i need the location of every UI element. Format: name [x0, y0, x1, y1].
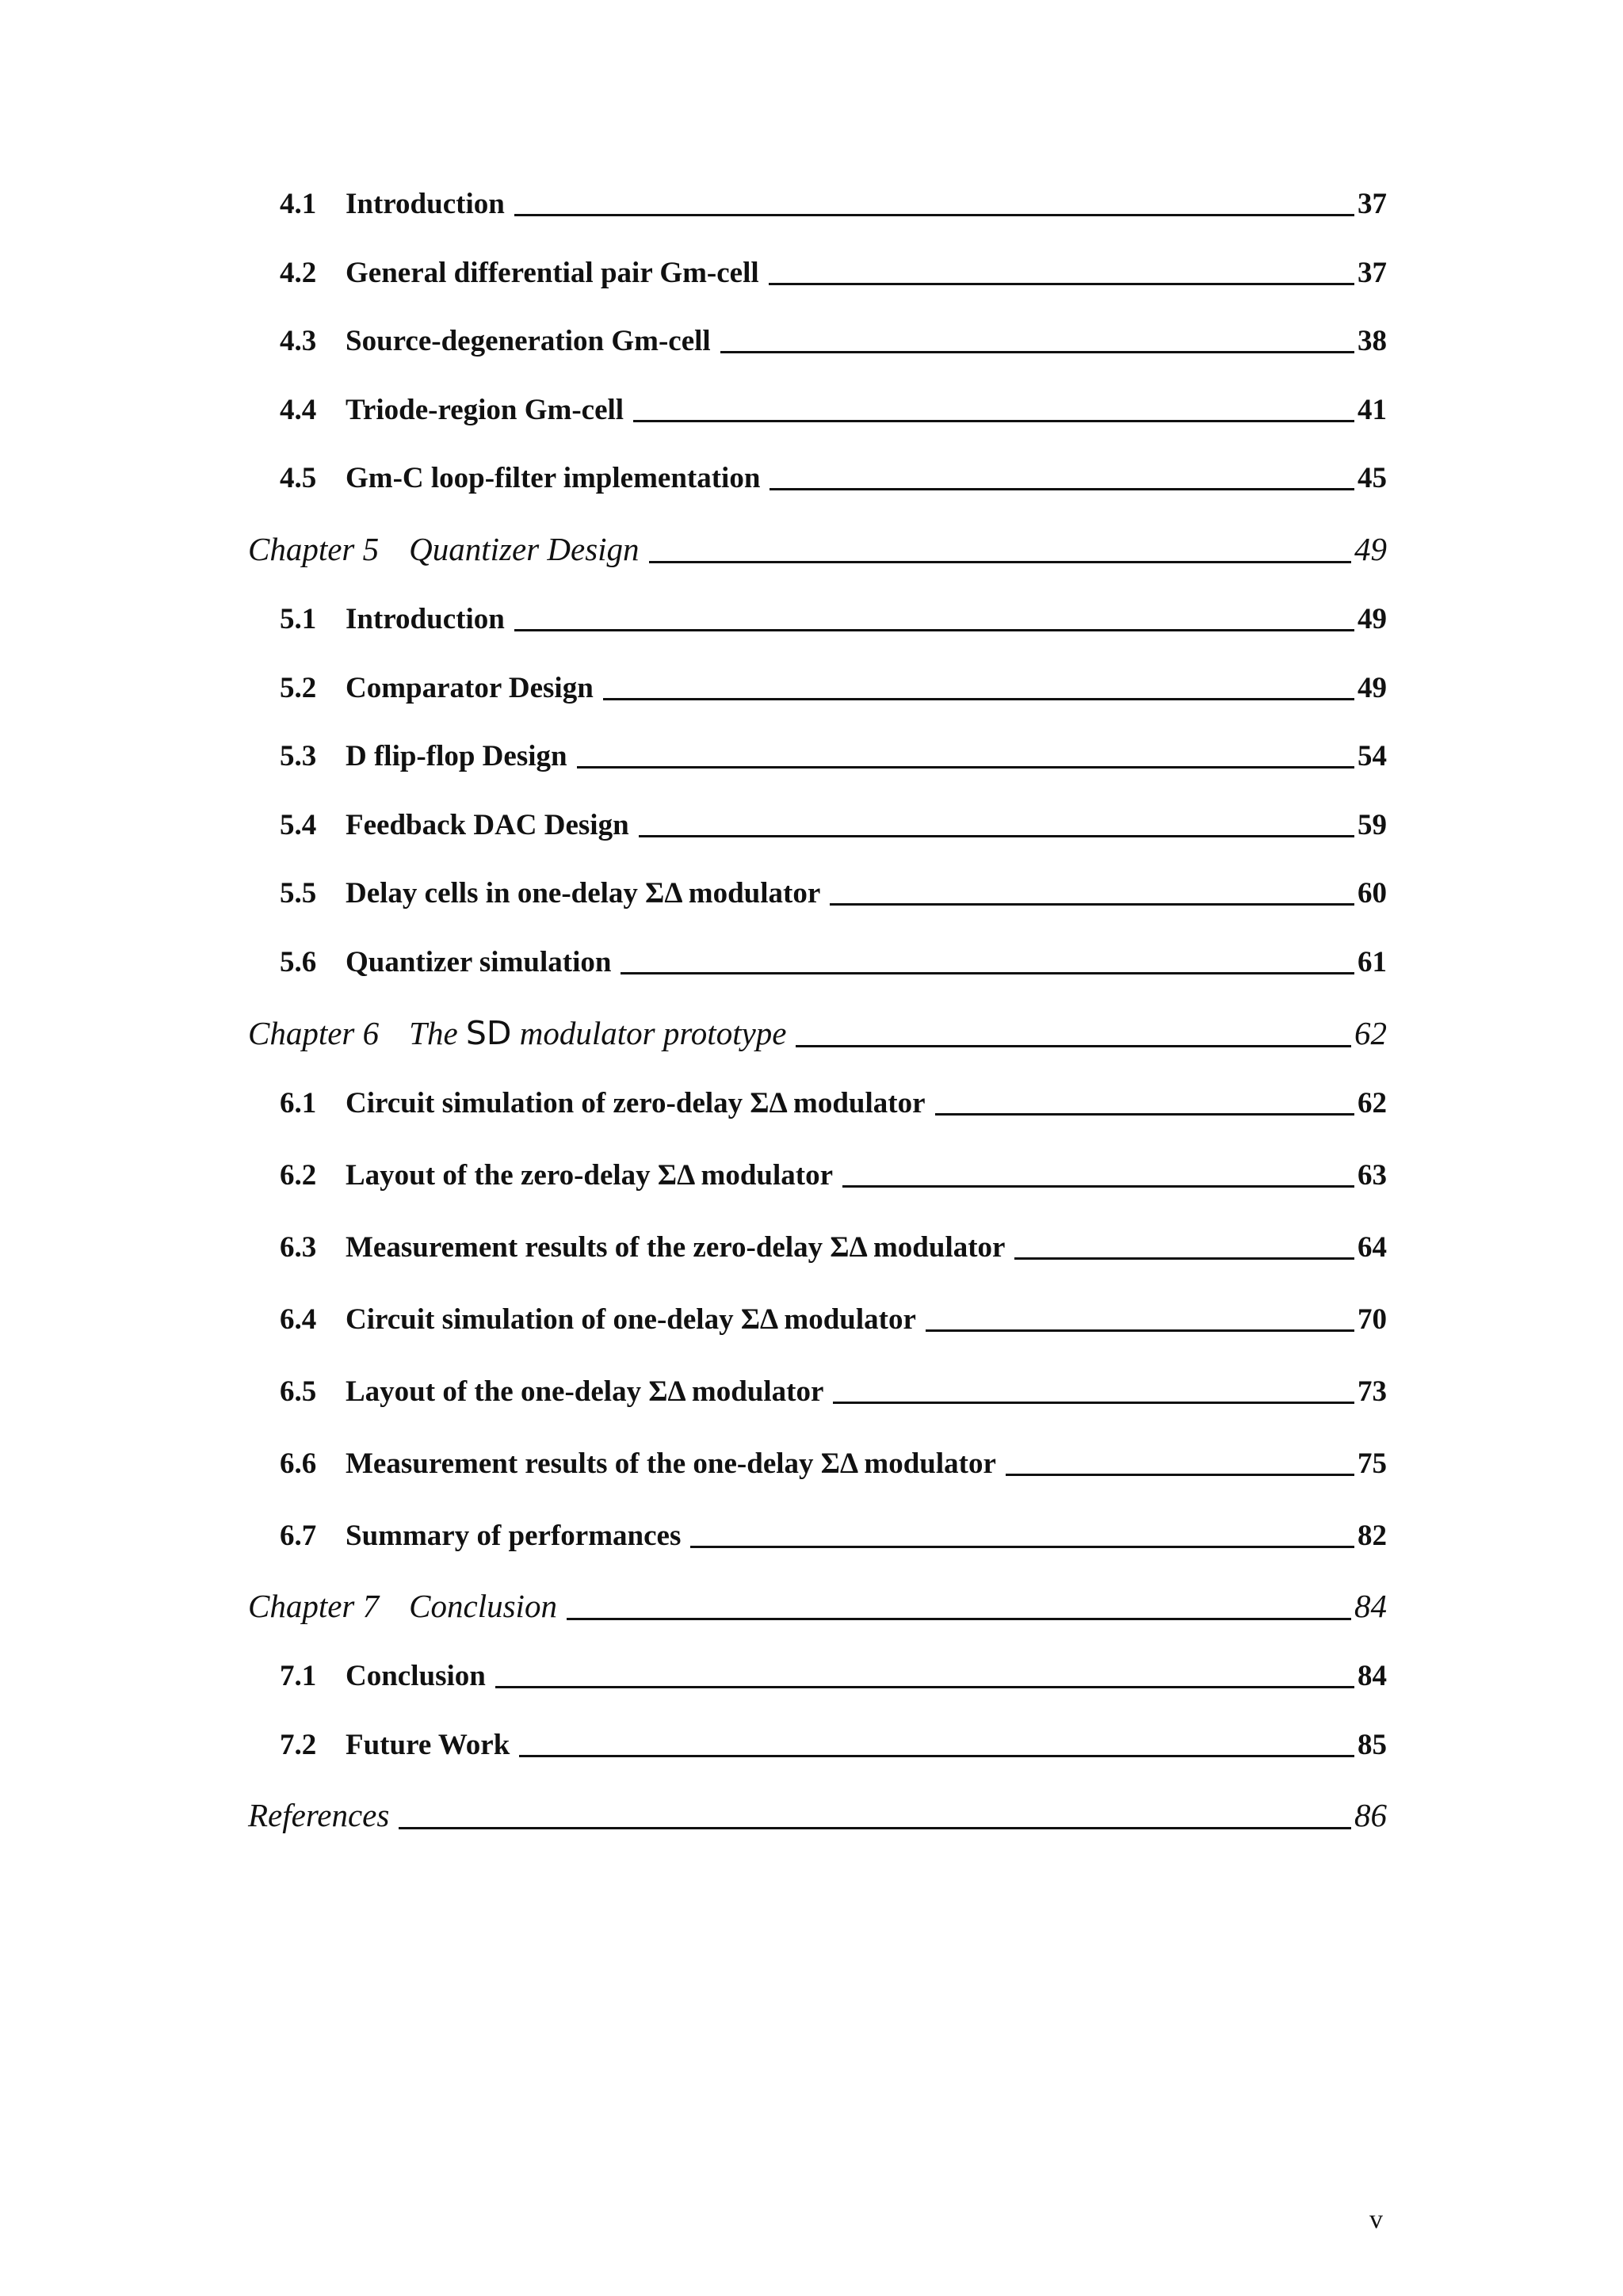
toc-chapter-6[interactable] [248, 1014, 1387, 1086]
leader-line [399, 1827, 1351, 1829]
toc-entry-4-3[interactable] [248, 324, 1387, 393]
page-number: 73 [1358, 1375, 1387, 1408]
section-title: Introduction [346, 602, 505, 635]
leader-line [926, 1329, 1354, 1332]
leader-line [842, 1185, 1354, 1188]
toc-entry-4-4[interactable] [248, 393, 1387, 462]
sigma-delta-symbol: SD [465, 1013, 512, 1052]
page-number: 49 [1354, 530, 1387, 567]
page-number: 61 [1358, 945, 1387, 978]
leader-line [935, 1113, 1354, 1116]
toc-entry-5-5[interactable] [248, 876, 1387, 945]
section-number: 6.5 [280, 1375, 317, 1408]
leader-line [690, 1546, 1354, 1548]
section-title: Triode-region Gm-cell [346, 393, 624, 426]
section-number: 6.2 [280, 1158, 317, 1192]
toc-chapter-7[interactable] [248, 1587, 1387, 1659]
section-number: 4.5 [280, 462, 317, 495]
section-number: 7.1 [280, 1660, 317, 1693]
page-folio: v [1369, 2205, 1383, 2234]
page-number: 70 [1358, 1302, 1387, 1336]
page-number: 49 [1358, 602, 1387, 635]
toc-entry-6-6[interactable] [248, 1447, 1387, 1519]
leader-line [649, 561, 1351, 563]
toc-entry-6-2[interactable] [248, 1158, 1387, 1230]
toc-entry-5-3[interactable] [248, 739, 1387, 808]
chapter-title: Conclusion [409, 1588, 557, 1625]
chapter-label: Chapter 5 [248, 530, 380, 567]
leader-line [567, 1618, 1351, 1620]
page-number: 59 [1358, 808, 1387, 841]
page-number: 84 [1354, 1588, 1387, 1625]
page-number: 62 [1354, 1014, 1387, 1051]
page-number: 84 [1358, 1660, 1387, 1693]
leader-line [514, 214, 1354, 216]
section-title: Quantizer simulation [346, 945, 612, 978]
toc-entry-6-1[interactable] [248, 1086, 1387, 1158]
section-number: 6.6 [280, 1447, 317, 1480]
toc-entry-4-1[interactable] [248, 187, 1387, 256]
table-of-contents [248, 187, 1387, 1868]
section-title: Source-degeneration Gm-cell [346, 325, 711, 358]
chapter-label: Chapter 7 [248, 1588, 380, 1625]
chapter-title: Quantizer Design [409, 530, 640, 567]
section-title: Gm-C loop-filter implementation [346, 462, 761, 495]
leader-line [603, 698, 1354, 700]
leader-line [519, 1755, 1354, 1757]
section-number: 6.3 [280, 1230, 317, 1264]
section-number: 6.4 [280, 1302, 317, 1336]
section-title: Layout of the one-delay ΣΔ modulator [346, 1375, 824, 1408]
page-number: 62 [1358, 1086, 1387, 1119]
chapter-label: Chapter 6 [248, 1014, 380, 1051]
page-number: 75 [1358, 1447, 1387, 1480]
toc-entry-7-2[interactable] [248, 1728, 1387, 1797]
section-title: Measurement results of the one-delay ΣΔ modulator [346, 1447, 996, 1480]
page-number: 41 [1358, 393, 1387, 426]
toc-entry-6-3[interactable] [248, 1230, 1387, 1302]
page-number: 63 [1358, 1158, 1387, 1192]
leader-line [769, 488, 1354, 490]
leader-line [577, 766, 1354, 769]
page-number: 37 [1358, 188, 1387, 220]
section-number: 5.6 [280, 945, 317, 978]
page-number: 85 [1358, 1728, 1387, 1761]
section-number: 5.3 [280, 740, 317, 773]
chapter-title [409, 1014, 786, 1052]
section-title: Summary of performances [346, 1519, 682, 1552]
chapter-title-pre: The [409, 1014, 466, 1051]
page-number: 60 [1358, 877, 1387, 910]
section-number: 5.1 [280, 602, 317, 635]
chapter-title-post: modulator prototype [511, 1014, 787, 1051]
page-number: 37 [1358, 256, 1387, 289]
section-number: 5.2 [280, 671, 317, 704]
section-number: 6.1 [280, 1086, 317, 1119]
toc-references[interactable] [248, 1796, 1387, 1868]
section-title: Layout of the zero-delay ΣΔ modulator [346, 1158, 834, 1192]
section-number: 4.1 [280, 188, 317, 220]
toc-chapter-5[interactable] [248, 530, 1387, 602]
section-number: 5.5 [280, 877, 317, 910]
section-title: Introduction [346, 188, 505, 220]
leader-line [769, 283, 1354, 285]
section-title: Conclusion [346, 1660, 486, 1693]
leader-line [514, 629, 1354, 631]
section-title: Comparator Design [346, 671, 594, 704]
toc-entry-6-7[interactable] [248, 1519, 1387, 1588]
section-number: 4.2 [280, 256, 317, 289]
leader-line [830, 903, 1354, 906]
page-number: 49 [1358, 671, 1387, 704]
toc-entry-5-2[interactable] [248, 671, 1387, 740]
leader-line [621, 972, 1354, 974]
section-number: 6.7 [280, 1519, 317, 1552]
references-title: References [248, 1797, 390, 1834]
leader-line [639, 835, 1354, 837]
toc-entry-5-6[interactable] [248, 945, 1387, 1014]
section-title: Circuit simulation of one-delay ΣΔ modulator [346, 1302, 916, 1336]
toc-entry-7-1[interactable] [248, 1659, 1387, 1728]
section-number: 5.4 [280, 808, 317, 841]
leader-line [495, 1686, 1354, 1688]
toc-entry-4-2[interactable] [248, 256, 1387, 325]
toc-entry-6-4[interactable] [248, 1302, 1387, 1375]
page-number: 82 [1358, 1519, 1387, 1552]
section-title: Feedback DAC Design [346, 808, 629, 841]
section-title: Measurement results of the zero-delay ΣΔ modulator [346, 1230, 1006, 1264]
leader-line [720, 351, 1354, 353]
page-number: 45 [1358, 462, 1387, 495]
leader-line [1006, 1474, 1354, 1476]
section-title: D flip-flop Design [346, 740, 567, 773]
leader-line [1014, 1257, 1354, 1260]
toc-entry-5-1[interactable] [248, 602, 1387, 671]
page-number: 64 [1358, 1230, 1387, 1264]
section-title: Circuit simulation of zero-delay ΣΔ modulator [346, 1086, 926, 1119]
section-title: General differential pair Gm-cell [346, 256, 759, 289]
section-title: Delay cells in one-delay ΣΔ modulator [346, 877, 821, 910]
leader-line [633, 420, 1354, 422]
section-number: 4.3 [280, 325, 317, 358]
toc-entry-6-5[interactable] [248, 1375, 1387, 1447]
leader-line [796, 1045, 1351, 1047]
page-number: 38 [1358, 325, 1387, 358]
section-number: 7.2 [280, 1728, 317, 1761]
toc-entry-5-4[interactable] [248, 808, 1387, 877]
page-number: 54 [1358, 740, 1387, 773]
toc-entry-4-5[interactable] [248, 461, 1387, 530]
section-number: 4.4 [280, 393, 317, 426]
page-number: 86 [1354, 1797, 1387, 1834]
section-title: Future Work [346, 1728, 510, 1761]
leader-line [833, 1402, 1354, 1404]
